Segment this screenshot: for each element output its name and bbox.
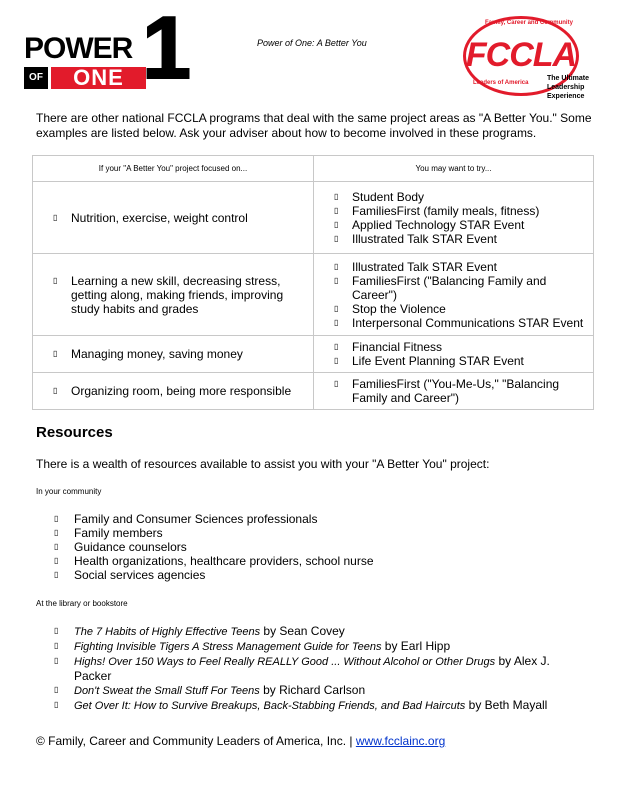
book-title: Highs! Over 150 Ways to Feel Really REALLY Good ... Without Alcohol or Other Drugs xyxy=(74,656,496,668)
logo-arc-bottom: Leaders of America xyxy=(473,80,529,86)
list-item: ▯ FamiliesFirst ("Balancing Family and Career") xyxy=(334,273,547,302)
list-item: ▯ Family and Consumer Sciences professionals xyxy=(54,512,318,526)
focus-cell: ▯ Nutrition, exercise, weight control xyxy=(53,210,248,225)
bullet-icon: ▯ xyxy=(334,356,339,365)
list-item: ▯ Interpersonal Communications STAR Event xyxy=(334,315,584,330)
programs-table xyxy=(32,155,594,410)
community-list xyxy=(54,512,554,582)
footer xyxy=(36,734,445,748)
page-header-title: Power of One: A Better You xyxy=(257,38,367,48)
bullet-icon: ▯ xyxy=(334,275,339,285)
bullet-icon: ▯ xyxy=(53,349,58,358)
books-list xyxy=(54,624,554,713)
table-header-row xyxy=(33,156,594,182)
resources-intro: There is a wealth of resources available to assist you with your "A Better You" project: xyxy=(36,457,490,471)
logo-power-text: POWER xyxy=(24,32,133,65)
bullet-icon: ▯ xyxy=(54,626,59,635)
copyright-text: © Family, Career and Community Leaders of America, Inc. | xyxy=(36,734,353,748)
power-of-one-logo xyxy=(24,0,191,97)
book-title: Don't Sweat the Small Stuff For Teens xyxy=(74,685,260,697)
bullet-icon: ▯ xyxy=(54,641,59,650)
logo-arc-top: Family, Career and Community xyxy=(485,20,573,26)
focus-cell: ▯ Managing money, saving money xyxy=(53,347,243,361)
list-item: ▯ Health organizations, healthcare providers, school nurse xyxy=(54,554,374,568)
bullet-icon: ▯ xyxy=(53,386,58,395)
list-item: ▯ Student Body xyxy=(334,189,425,204)
bullet-icon: ▯ xyxy=(334,219,339,229)
list-item: ▯ Life Event Planning STAR Event xyxy=(334,354,524,368)
bullet-icon: ▯ xyxy=(54,542,59,551)
list-item: ▯ FamiliesFirst (family meals, fitness) xyxy=(334,203,540,218)
focus-cell: ▯ Learning a new skill, decreasing stress, getting along, making friends, improving study habits and grades xyxy=(53,273,284,316)
book-author: by Beth Mayall xyxy=(468,698,548,712)
list-item: ▯ Social services agencies xyxy=(54,568,206,582)
book-author: by Earl Hipp xyxy=(384,639,451,653)
list-item: ▯ Applied Technology STAR Event xyxy=(334,217,525,232)
list-item xyxy=(54,683,554,698)
bullet-icon: ▯ xyxy=(54,570,59,579)
book-author: by Sean Covey xyxy=(263,624,345,638)
bullet-icon: ▯ xyxy=(54,556,59,565)
bullet-icon: ▯ xyxy=(334,303,339,313)
bullet-icon: ▯ xyxy=(54,514,59,523)
book-title: Get Over It: How to Survive Breakups, Back-Stabbing Friends, and Bad Haircuts xyxy=(74,700,466,712)
list-item xyxy=(54,654,554,683)
table-row xyxy=(33,182,594,254)
bullet-icon: ▯ xyxy=(54,685,59,694)
bullet-icon: ▯ xyxy=(54,656,59,665)
list-item: ▯ Guidance counselors xyxy=(54,540,187,554)
bullet-icon: ▯ xyxy=(53,275,58,285)
bullet-icon: ▯ xyxy=(334,205,339,215)
logo-of-text: OF xyxy=(24,67,48,89)
bullet-icon: ▯ xyxy=(334,379,339,388)
book-title: Fighting Invisible Tigers A Stress Management Guide for Teens xyxy=(74,641,382,653)
list-item xyxy=(54,639,554,654)
list-item: ▯ Stop the Violence xyxy=(334,301,446,316)
intro-paragraph: There are other national FCCLA programs that deal with the same project areas as "A Better You." Some examples are listed below. Ask your adviser about how to become involved in these programs. xyxy=(36,111,592,140)
resources-heading: Resources xyxy=(36,424,113,441)
book-title: The 7 Habits of Highly Effective Teens xyxy=(74,626,261,638)
book-author: by Alex J. Packer xyxy=(74,654,550,683)
logo-number: 1 xyxy=(142,0,191,97)
community-label: In your community xyxy=(36,487,102,496)
table-row xyxy=(33,336,594,373)
table-header-try: You may want to try... xyxy=(314,156,594,182)
library-label: At the library or bookstore xyxy=(36,599,128,608)
bullet-icon: ▯ xyxy=(334,233,339,243)
fccla-logo xyxy=(455,10,601,110)
list-item: ▯ Illustrated Talk STAR Event xyxy=(334,231,497,246)
fccla-website-link[interactable]: www.fcclainc.org xyxy=(355,734,446,748)
bullet-icon: ▯ xyxy=(54,700,59,709)
logo-tagline: The Ultimate Leadership Experience xyxy=(547,75,590,100)
bullet-icon: ▯ xyxy=(53,212,58,222)
bullet-icon: ▯ xyxy=(334,261,339,271)
bullet-icon: ▯ xyxy=(334,317,339,327)
table-row xyxy=(33,254,594,336)
table-row xyxy=(33,373,594,410)
book-author: by Richard Carlson xyxy=(263,683,366,697)
bullet-icon: ▯ xyxy=(54,528,59,537)
focus-cell: ▯ Organizing room, being more responsible xyxy=(53,384,292,398)
list-item: ▯ Illustrated Talk STAR Event xyxy=(334,259,497,274)
logo-fccla-word: FCCLA xyxy=(465,36,577,74)
list-item: ▯ Financial Fitness xyxy=(334,340,443,354)
list-item: ▯ Family members xyxy=(54,526,163,540)
list-item xyxy=(54,624,554,639)
list-item: ▯ FamiliesFirst ("You-Me-Us," "Balancing Family and Career") xyxy=(334,377,560,405)
bullet-icon: ▯ xyxy=(334,191,339,201)
table-header-focus: If your "A Better You" project focused on... xyxy=(33,156,314,182)
logo-one-text: ONE xyxy=(51,67,146,89)
bullet-icon: ▯ xyxy=(334,342,339,351)
list-item xyxy=(54,698,554,713)
